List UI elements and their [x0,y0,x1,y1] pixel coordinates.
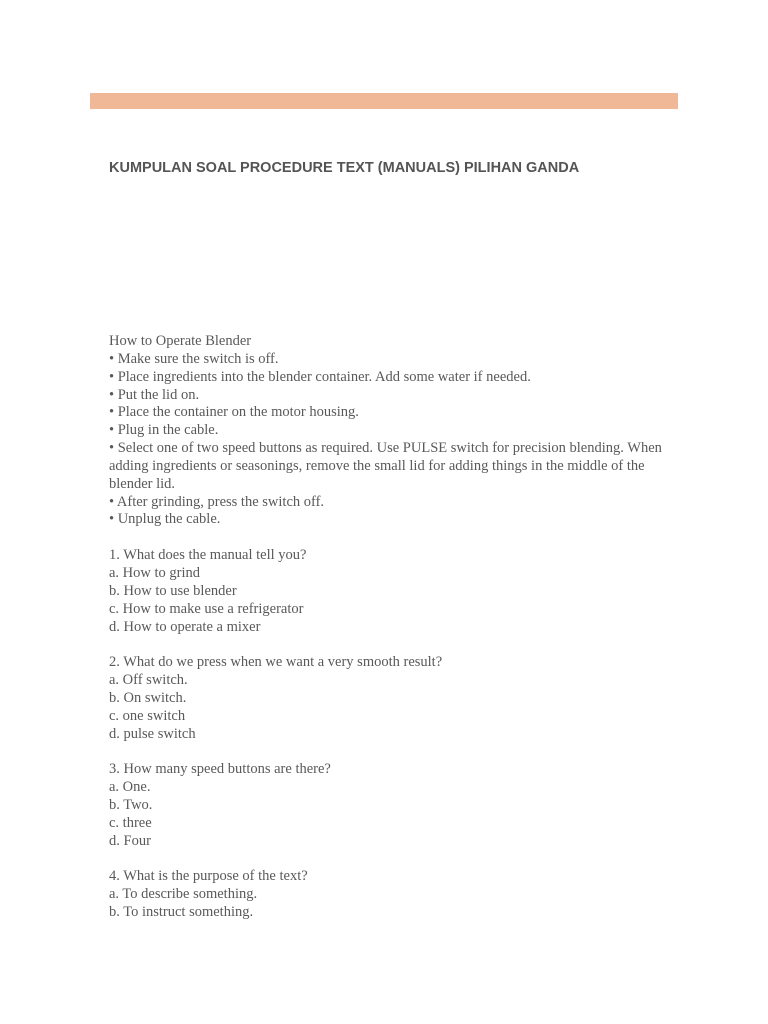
answer-option: d. Four [109,832,151,849]
manual-step: • After grinding, press the switch off. [109,493,325,510]
question-text: 1. What does the manual tell you? [109,547,307,564]
answer-option: a. One. [109,779,151,796]
manual-step: • Select one of two speed buttons as required. Use PULSE switch for precision blending. When adding ingredients or seasonings, remove the small lid for adding things in the middle of the blender lid. [109,440,662,492]
question-block-1 [109,547,669,636]
answer-option: c. three [109,814,152,831]
document-title: KUMPULAN SOAL PROCEDURE TEXT (MANUALS) PILIHAN GANDA [109,160,580,176]
question-text: 4. What is the purpose of the text? [109,868,308,885]
spacer [109,743,669,761]
answer-option: d. pulse switch [109,725,196,742]
manual-step: • Make sure the switch is off. [109,350,279,367]
answer-option: b. On switch. [109,689,187,706]
manual-step: • Put the lid on. [109,386,200,403]
question-block-3 [109,761,669,850]
answer-option: d. How to operate a mixer [109,618,261,635]
spacer [109,529,669,547]
question-text: 3. How many speed buttons are there? [109,761,331,778]
question-block-4 [109,868,669,922]
document-body [109,333,669,922]
answer-option: a. To describe something. [109,886,258,903]
manual-step: • Place ingredients into the blender container. Add some water if needed. [109,368,531,385]
answer-option: c. How to make use a refrigerator [109,600,304,617]
answer-option: a. Off switch. [109,672,188,689]
answer-option: a. How to grind [109,564,201,581]
answer-option: b. How to use blender [109,582,237,599]
manual-step: • Place the container on the motor housing. [109,404,359,421]
manual-heading: How to Operate Blender [109,333,252,349]
manual-step: • Plug in the cable. [109,422,219,439]
answer-option: c. one switch [109,707,186,724]
question-text: 2. What do we press when we want a very smooth result? [109,654,443,671]
answer-option: b. To instruct something. [109,904,254,920]
spacer [109,636,669,654]
spacer [109,850,669,868]
header-accent-bar [90,93,678,109]
answer-option: b. Two. [109,796,153,813]
manual-step: • Unplug the cable. [109,511,221,528]
question-block-2 [109,654,669,743]
manual-section [109,333,669,529]
